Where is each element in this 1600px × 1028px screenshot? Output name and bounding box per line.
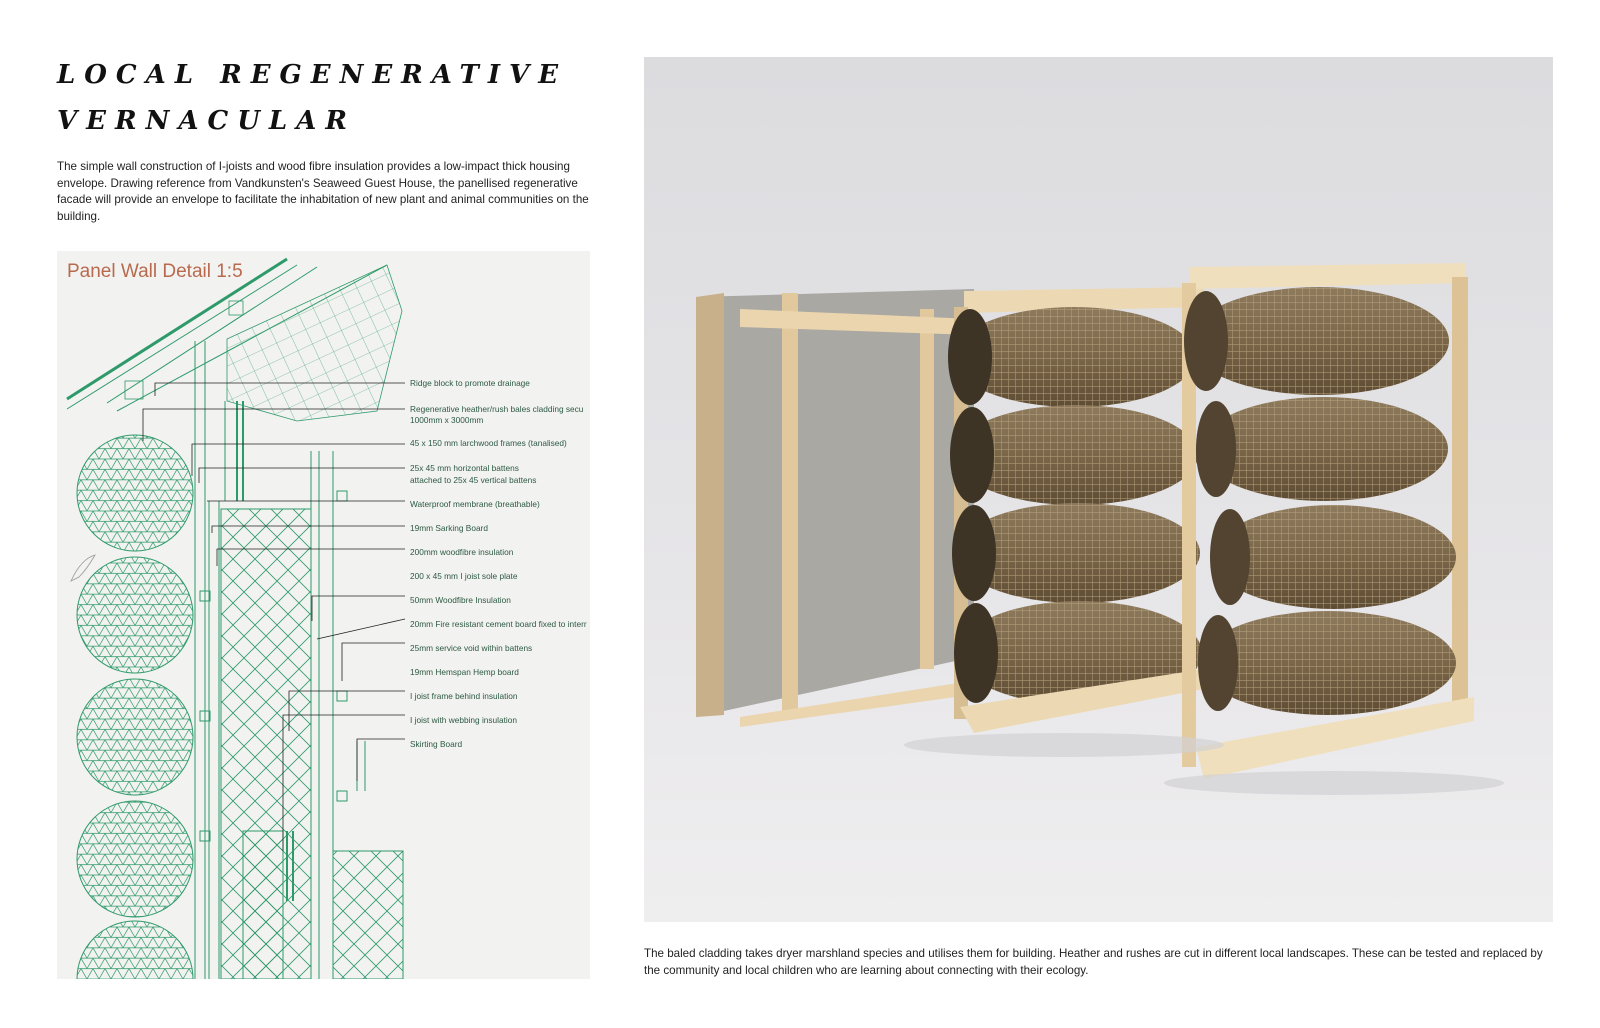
photo-caption: The baled cladding takes dryer marshland species and utilises them for building. Heather and rushes are cut in different local landscapes. These can be tested and replaced by the community and local children who are learning about connecting with their ecology. <box>644 947 1543 977</box>
detail-label: 200 x 45 mm I joist sole plate <box>410 571 518 581</box>
detail-label: Skirting Board <box>410 739 463 749</box>
detail-label: I joist with webbing insulation <box>410 715 517 725</box>
detail-label: 50mm Woodfibre Insulation <box>410 595 511 605</box>
title-line-1: LOCAL REGENERATIVE <box>57 60 568 90</box>
detail-label: 20mm Fire resistant cement board fixed to interr <box>410 619 587 629</box>
detail-label: Waterproof membrane (breathable) <box>410 499 540 509</box>
title-line-2: VERNACULAR <box>57 106 356 136</box>
detail-label: Ridge block to promote drainage <box>410 378 530 388</box>
detail-label: 19mm Hemspan Hemp board <box>410 667 519 677</box>
detail-title: Panel Wall Detail 1:5 <box>67 261 243 282</box>
detail-label: 25mm service void within battens <box>410 643 533 653</box>
detail-label: I joist frame behind insulation <box>410 691 518 701</box>
wall-section-linework <box>57 251 590 979</box>
page-title <box>57 52 567 144</box>
bale-panel-photo <box>644 57 1553 922</box>
intro-paragraph: The simple wall construction of I-joists and wood fibre insulation provides a low-impact thick housing envelope. Drawing reference from Vandkunsten's Seaweed Guest House, the panellised regenerative facade will provide an envelope to facilitate the inhabitation of new plant and animal communities on the building. <box>57 160 589 223</box>
detail-label: 200mm woodfibre insulation <box>410 547 514 557</box>
panel-wall-detail-drawing <box>57 251 590 979</box>
bale-panels-illustration <box>644 57 1553 922</box>
detail-label: 25x 45 mm horizontal battens <box>410 463 519 473</box>
detail-label: 19mm Sarking Board <box>410 523 488 533</box>
detail-label: 45 x 150 mm larchwood frames (tanalised) <box>410 438 567 448</box>
detail-label: attached to 25x 45 vertical battens <box>410 475 537 485</box>
detail-label: Regenerative heather/rush bales cladding secu <box>410 404 584 414</box>
detail-label: 1000mm x 3000mm <box>410 415 484 425</box>
